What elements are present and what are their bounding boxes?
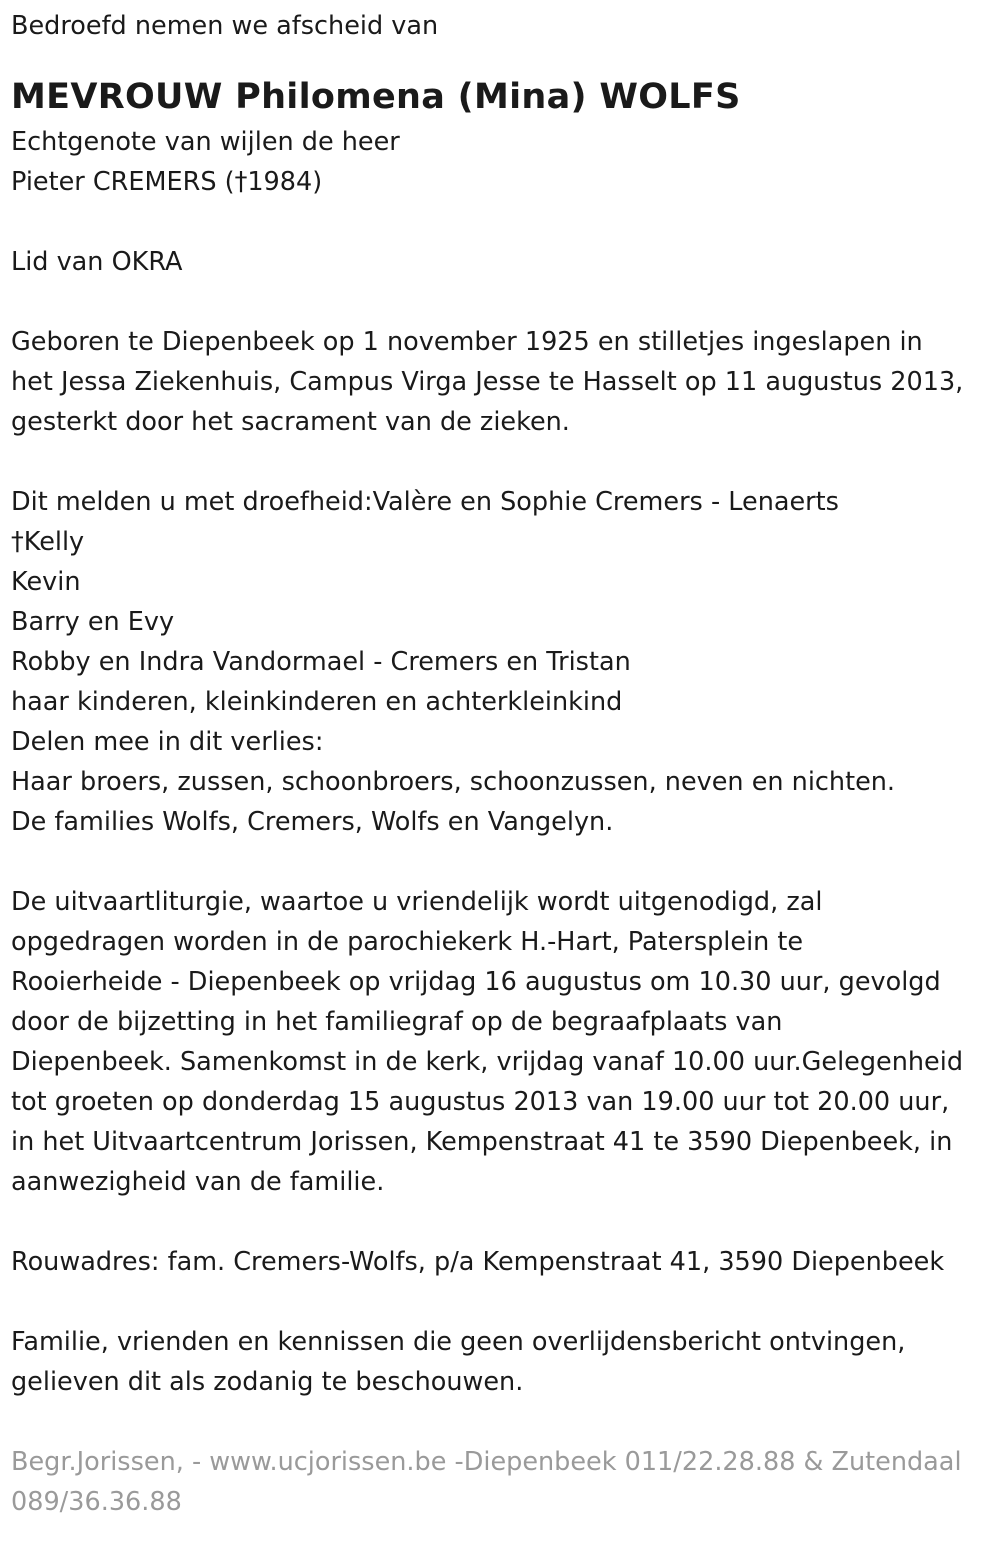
service-line: De uitvaartliturgie, waartoe u vriendelijk wordt uitgenodigd, zal bbox=[11, 887, 823, 917]
service-line: Rooierheide - Diepenbeek op vrijdag 16 augustus om 10.30 uur, gevolgd bbox=[11, 967, 941, 997]
service-line: in het Uitvaartcentrum Jorissen, Kempenstraat 41 te 3590 Diepenbeek, in bbox=[11, 1127, 953, 1157]
birth-paragraph bbox=[11, 322, 1000, 442]
spacer bbox=[11, 1282, 1000, 1322]
spacer bbox=[11, 442, 1000, 482]
spacer bbox=[11, 282, 1000, 322]
deceased-name: MEVROUW Philomena (Mina) WOLFS bbox=[11, 77, 741, 117]
service-paragraph bbox=[11, 882, 1000, 1202]
undertaker-footer bbox=[11, 1442, 1000, 1522]
intro-text: Bedroefd nemen we afscheid van bbox=[11, 11, 439, 41]
family-line: Haar broers, zussen, schoonbroers, schoonzussen, neven en nichten. bbox=[11, 767, 896, 797]
family-line: Kevin bbox=[11, 567, 81, 597]
family-line: Robby en Indra Vandormael - Cremers en Tristan bbox=[11, 647, 631, 677]
mourning-address: Rouwadres: fam. Cremers-Wolfs, p/a Kempenstraat 41, 3590 Diepenbeek bbox=[11, 1247, 945, 1277]
membership-text: Lid van OKRA bbox=[11, 247, 183, 277]
service-line: opgedragen worden in de parochiekerk H.-Hart, Patersplein te bbox=[11, 927, 804, 957]
spacer bbox=[11, 202, 1000, 242]
notice-line: Familie, vrienden en kennissen die geen overlijdensbericht ontvingen, bbox=[11, 1327, 906, 1357]
notice-line: gelieven dit als zodanig te beschouwen. bbox=[11, 1367, 524, 1397]
birth-line: gesterkt door het sacrament van de zieken. bbox=[11, 407, 570, 437]
family-line: Barry en Evy bbox=[11, 607, 175, 637]
family-line: Delen mee in dit verlies: bbox=[11, 727, 324, 757]
family-line: De families Wolfs, Cremers, Wolfs en Vangelyn. bbox=[11, 807, 614, 837]
service-line: tot groeten op donderdag 15 augustus 2013 van 19.00 uur tot 20.00 uur, bbox=[11, 1087, 950, 1117]
family-paragraph bbox=[11, 482, 1000, 842]
family-line: haar kinderen, kleinkinderen en achterkleinkind bbox=[11, 687, 623, 717]
notice-paragraph bbox=[11, 1322, 1000, 1402]
spouse-line-1: Echtgenote van wijlen de heer bbox=[11, 127, 400, 157]
family-line: Dit melden u met droefheid:Valère en Sophie Cremers - Lenaerts bbox=[11, 487, 839, 517]
spacer bbox=[11, 842, 1000, 882]
birth-line: het Jessa Ziekenhuis, Campus Virga Jesse te Hasselt op 11 augustus 2013, bbox=[11, 367, 964, 397]
spacer bbox=[11, 1402, 1000, 1442]
family-line: †Kelly bbox=[11, 527, 85, 557]
service-line: door de bijzetting in het familiegraf op de begraafplaats van bbox=[11, 1007, 783, 1037]
service-line: aanwezigheid van de familie. bbox=[11, 1167, 385, 1197]
footer-line: Begr.Jorissen, - www.ucjorissen.be -Diepenbeek 011/22.28.88 & Zutendaal bbox=[11, 1447, 962, 1477]
service-line: Diepenbeek. Samenkomst in de kerk, vrijdag vanaf 10.00 uur.Gelegenheid bbox=[11, 1047, 964, 1077]
spouse-line-2: Pieter CREMERS (†1984) bbox=[11, 167, 323, 197]
spacer bbox=[11, 1202, 1000, 1242]
birth-line: Geboren te Diepenbeek op 1 november 1925 en stilletjes ingeslapen in bbox=[11, 327, 923, 357]
footer-line: 089/36.36.88 bbox=[11, 1487, 182, 1517]
